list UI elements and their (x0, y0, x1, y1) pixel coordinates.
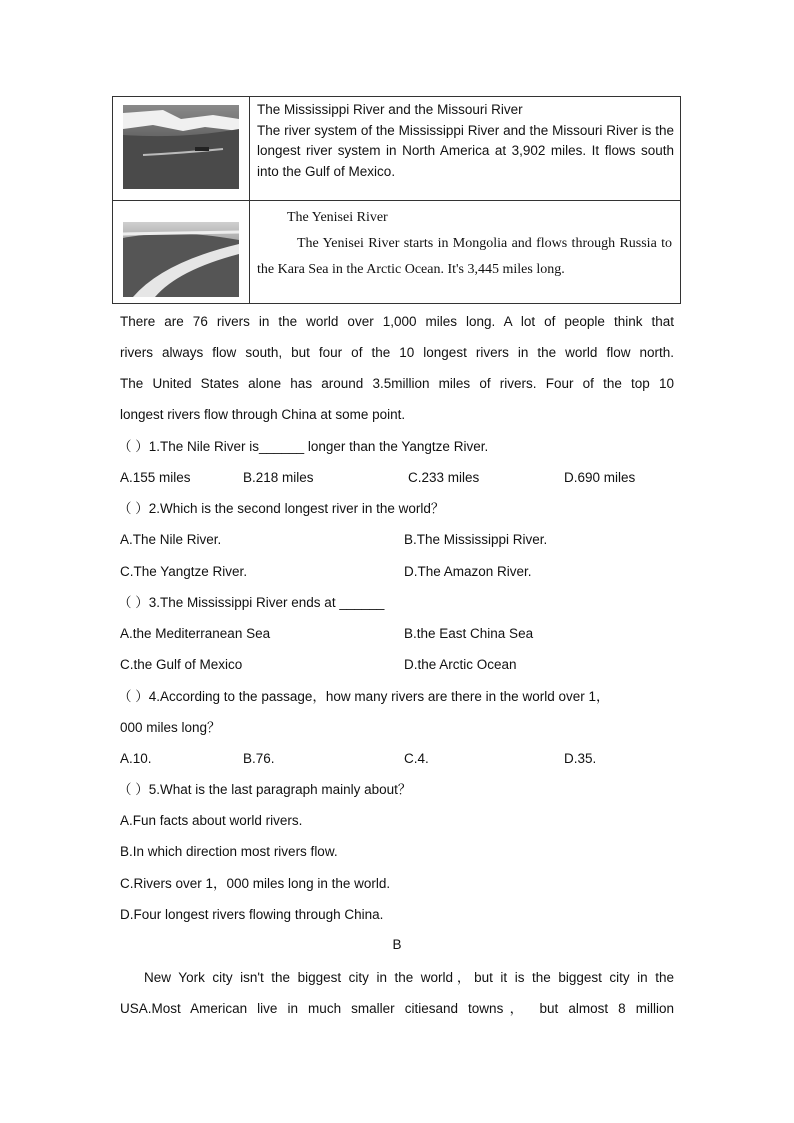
question-2-stem: （ ）2.Which is the second longest river in the world？ (118, 501, 445, 516)
section-b-line: New York city isn't the biggest city in the world，but it is the biggest city in the (144, 970, 674, 985)
question-1-option-c: C.233 miles (408, 470, 480, 485)
question-2-option-b: B.The Mississippi River. (404, 532, 548, 547)
yenisei-title: The Yenisei River (287, 210, 388, 225)
question-2-option-c: C.The Yangtze River. (120, 564, 248, 579)
question-4-stem-continued: 000 miles long？ (120, 720, 221, 735)
mississippi-photo (123, 105, 239, 189)
mississippi-description: The river system of the Mississippi River and the Missouri River is the longest river system in North America at 3,902 miles. It flows south into the Gulf of Mexico. (257, 122, 674, 179)
section-b-line: USA.Most American live in much smaller citiesand towns， but almost 8 million (120, 1001, 674, 1016)
question-3-option-d: D.the Arctic Ocean (404, 657, 517, 672)
yenisei-text-cell (250, 201, 681, 304)
passage-line: The United States alone has around 3.5million miles of rivers. Four of the top 10 (120, 376, 674, 391)
mississippi-text-cell (250, 97, 681, 201)
question-4-option-b: B.76. (243, 751, 275, 766)
question-1-option-a: A.155 miles (120, 470, 191, 485)
question-4-option-d: D.35. (564, 751, 597, 766)
question-2-option-a: A.The Nile River. (120, 532, 222, 547)
question-5-option-a: A.Fun facts about world rivers. (120, 813, 303, 828)
image-cell (113, 201, 250, 304)
passage-line: rivers always flow south, but four of the 10 longest rivers in the world flow north. (120, 345, 674, 360)
passage-line: There are 76 rivers in the world over 1,000 miles long. A lot of people think that (120, 314, 674, 329)
yenisei-photo (123, 222, 239, 297)
question-5-stem: （ ）5.What is the last paragraph mainly about？ (118, 782, 412, 797)
question-3-option-a: A.the Mediterranean Sea (120, 626, 271, 641)
section-heading: B (392, 937, 402, 952)
yenisei-description: The Yenisei River starts in Mongolia and flows through Russia to the Kara Sea in the Arctic Ocean. It's 3,445 miles long. (257, 236, 672, 277)
question-5-option-c: C.Rivers over 1，000 miles long in the world. (120, 876, 391, 891)
rivers-table (112, 96, 681, 304)
question-5-option-b: B.In which direction most rivers flow. (120, 844, 338, 859)
question-4-option-a: A.10. (120, 751, 152, 766)
passage-line: longest rivers flow through China at some point. (120, 407, 406, 422)
mississippi-title: The Mississippi River and the Missouri River (257, 102, 523, 117)
question-1-option-b: B.218 miles (243, 470, 314, 485)
question-4-stem: （ ）4.According to the passage，how many rivers are there in the world over 1， (118, 689, 610, 704)
question-4-option-c: C.4. (404, 751, 429, 766)
question-1-stem: （ ）1.The Nile River is______ longer than the Yangtze River. (118, 439, 489, 454)
question-3-stem: （ ）3.The Mississippi River ends at ______ (118, 595, 385, 610)
question-5-option-d: D.Four longest rivers flowing through China. (120, 907, 384, 922)
question-1-option-d: D.690 miles (564, 470, 636, 485)
image-cell (113, 97, 250, 201)
question-2-option-d: D.The Amazon River. (404, 564, 532, 579)
table-row (113, 97, 681, 201)
question-3-option-c: C.the Gulf of Mexico (120, 657, 243, 672)
table-row (113, 201, 681, 304)
question-3-option-b: B.the East China Sea (404, 626, 534, 641)
